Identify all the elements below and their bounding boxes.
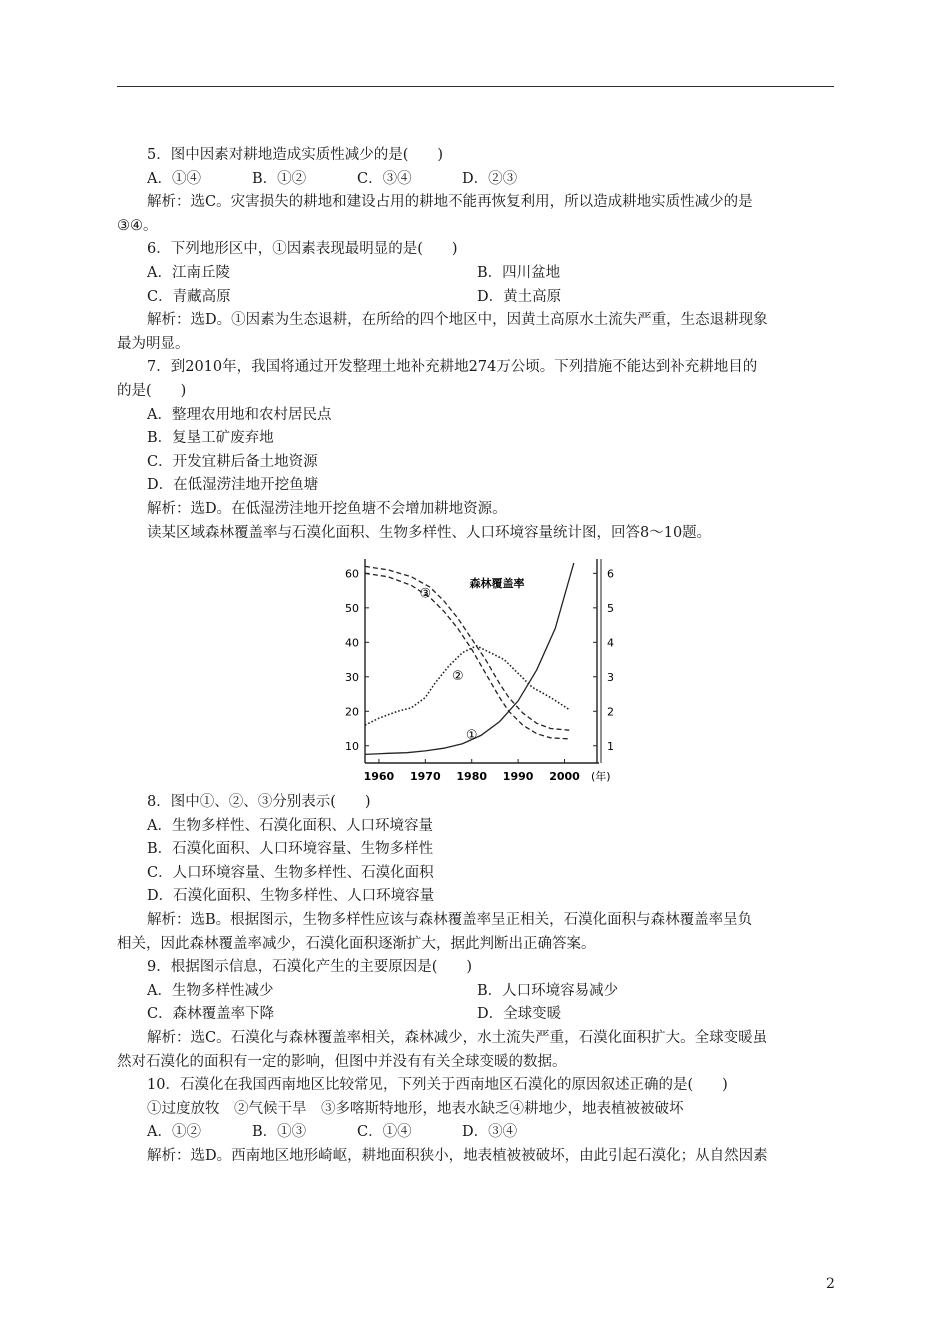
series-line-3 bbox=[365, 573, 569, 739]
option-choice: A．①④ bbox=[147, 170, 201, 187]
answer-explanation: 解析：选D。西南地区地形崎岖，耕地面积狭小，地表植被被破坏，由此引起石漠化；从自然因素 bbox=[147, 1148, 768, 1164]
text-continuation: 的是( ) bbox=[117, 382, 187, 399]
option-choice: A．①② bbox=[147, 1124, 201, 1141]
text-continuation: 相关，因此森林覆盖率减少，石漠化面积逐渐扩大，据此判断出正确答案。 bbox=[117, 935, 596, 952]
question-text: 9．根据图示信息，石漠化产生的主要原因是( ) bbox=[147, 959, 473, 976]
option-choice: C．①④ bbox=[357, 1124, 412, 1141]
option-choice: A．江南丘陵 bbox=[147, 264, 230, 281]
y-tick-label-left: 20 bbox=[345, 705, 359, 719]
text-continuation: ③④。 bbox=[117, 217, 158, 234]
option-choice: D．在低湿涝洼地开挖鱼塘 bbox=[147, 477, 319, 494]
option-choice: C．青藏高原 bbox=[147, 288, 231, 305]
options-row bbox=[117, 262, 837, 286]
series-line-1 bbox=[365, 646, 569, 725]
y-tick-label-right: 5 bbox=[607, 601, 614, 615]
question-text: 5．图中因素对耕地造成实质性减少的是( ) bbox=[147, 147, 444, 163]
option-choice: D．③④ bbox=[462, 1124, 518, 1141]
option-choice: A．生物多样性减少 bbox=[147, 982, 274, 999]
option-choice: D．黄土高原 bbox=[477, 288, 562, 305]
y-tick-label-right: 6 bbox=[607, 567, 614, 581]
options-row bbox=[117, 980, 837, 1004]
question-text: 读某区域森林覆盖率与石漠化面积、生物多样性、人口环境容量统计图，回答8～10题。 bbox=[147, 524, 712, 541]
option-choice: C．森林覆盖率下降 bbox=[147, 1006, 275, 1023]
answer-explanation: 解析：选D。①因素为生态退耕，在所给的四个地区中，因黄土高原水土流失严重，生态退耕现象 bbox=[147, 312, 768, 329]
question-text: 10．石漠化在我国西南地区比较常见，下列关于西南地区石漠化的原因叙述正确的是( ) bbox=[147, 1077, 728, 1094]
x-tick-label: 2000 bbox=[549, 770, 580, 784]
y-tick-label-right: 2 bbox=[607, 705, 614, 719]
option-choice: B．人口环境容易减少 bbox=[477, 982, 619, 999]
x-tick-label: 1970 bbox=[410, 770, 441, 784]
option-choice: D．全球变暖 bbox=[477, 1006, 562, 1023]
x-tick-label: 1980 bbox=[456, 770, 488, 784]
question-text: 7．到2010年，我国将通过开发整理土地补充耕地274万公顷。下列措施不能达到补充耕地目的 bbox=[147, 359, 758, 376]
options-row bbox=[117, 1121, 837, 1145]
option-choice: A．整理农用地和农村居民点 bbox=[147, 406, 332, 423]
y-tick-label-left: 30 bbox=[345, 670, 359, 684]
option-choice: B．①③ bbox=[252, 1124, 307, 1141]
chart-figure bbox=[117, 545, 837, 791]
option-choice: D．石漠化面积、生物多样性、人口环境容量 bbox=[147, 888, 435, 905]
annotation-label: ③ bbox=[419, 586, 432, 602]
y-tick-label-right: 1 bbox=[607, 739, 614, 753]
document-body bbox=[117, 144, 837, 1169]
y-tick-label-left: 10 bbox=[345, 739, 359, 753]
y-tick-label-left: 50 bbox=[345, 601, 359, 615]
answer-explanation: 解析：选C。石漠化与森林覆盖率相关，森林减少，水土流失严重，石漠化面积扩大。全球变暖虽 bbox=[147, 1030, 768, 1047]
question-text: 6．下列地形区中，①因素表现最明显的是( ) bbox=[147, 241, 458, 258]
question-text: ①过度放牧 ②气候干旱 ③多喀斯特地形，地表水缺乏④耕地少，地表植被被破坏 bbox=[147, 1100, 684, 1117]
option-choice: C．开发宜耕后备土地资源 bbox=[147, 453, 318, 470]
annotation-label: ① bbox=[465, 727, 478, 743]
y-tick-label-left: 40 bbox=[345, 636, 359, 650]
header-rule bbox=[117, 86, 834, 87]
series-line-2 bbox=[365, 566, 569, 730]
line-chart bbox=[335, 553, 635, 788]
text-continuation: 最为明显。 bbox=[117, 335, 190, 352]
text-continuation: 然对石漠化的面积有一定的影响，但图中并没有有关全球变暖的数据。 bbox=[117, 1053, 567, 1070]
option-choice: B．四川盆地 bbox=[477, 264, 561, 281]
options-row bbox=[117, 286, 837, 310]
x-tick-label: 1960 bbox=[363, 770, 395, 784]
option-choice: B．石漠化面积、人口环境容量、生物多样性 bbox=[147, 841, 434, 858]
annotation-label: ② bbox=[451, 669, 464, 685]
option-choice: C．③④ bbox=[357, 170, 412, 187]
options-row bbox=[117, 1003, 837, 1027]
y-tick-label-left: 60 bbox=[345, 567, 359, 581]
y-tick-label-right: 4 bbox=[607, 636, 614, 650]
option-choice: B．复垦工矿废弃地 bbox=[147, 430, 274, 447]
x-axis-label: (年) bbox=[591, 770, 611, 784]
option-choice: A．生物多样性、石漠化面积、人口环境容量 bbox=[147, 817, 433, 834]
page-number: 2 bbox=[826, 1276, 835, 1292]
answer-explanation: 解析：选D。在低湿涝洼地开挖鱼塘不会增加耕地资源。 bbox=[147, 500, 507, 517]
option-choice: D．②③ bbox=[462, 170, 518, 187]
y-tick-label-right: 3 bbox=[607, 670, 614, 684]
option-choice: C．人口环境容量、生物多样性、石漠化面积 bbox=[147, 864, 434, 881]
annotation-label: 森林覆盖率 bbox=[469, 577, 525, 591]
answer-explanation: 解析：选C。灾害损失的耕地和建设占用的耕地不能再恢复利用，所以造成耕地实质性减少的是 bbox=[147, 194, 753, 211]
question-text: 8．图中①、②、③分别表示( ) bbox=[147, 794, 371, 811]
x-tick-label: 1990 bbox=[502, 770, 534, 784]
options-row bbox=[117, 168, 837, 192]
answer-explanation: 解析：选B。根据图示，生物多样性应该与森林覆盖率呈正相关，石漠化面积与森林覆盖率呈负 bbox=[147, 912, 753, 929]
option-choice: B．①② bbox=[252, 170, 307, 187]
